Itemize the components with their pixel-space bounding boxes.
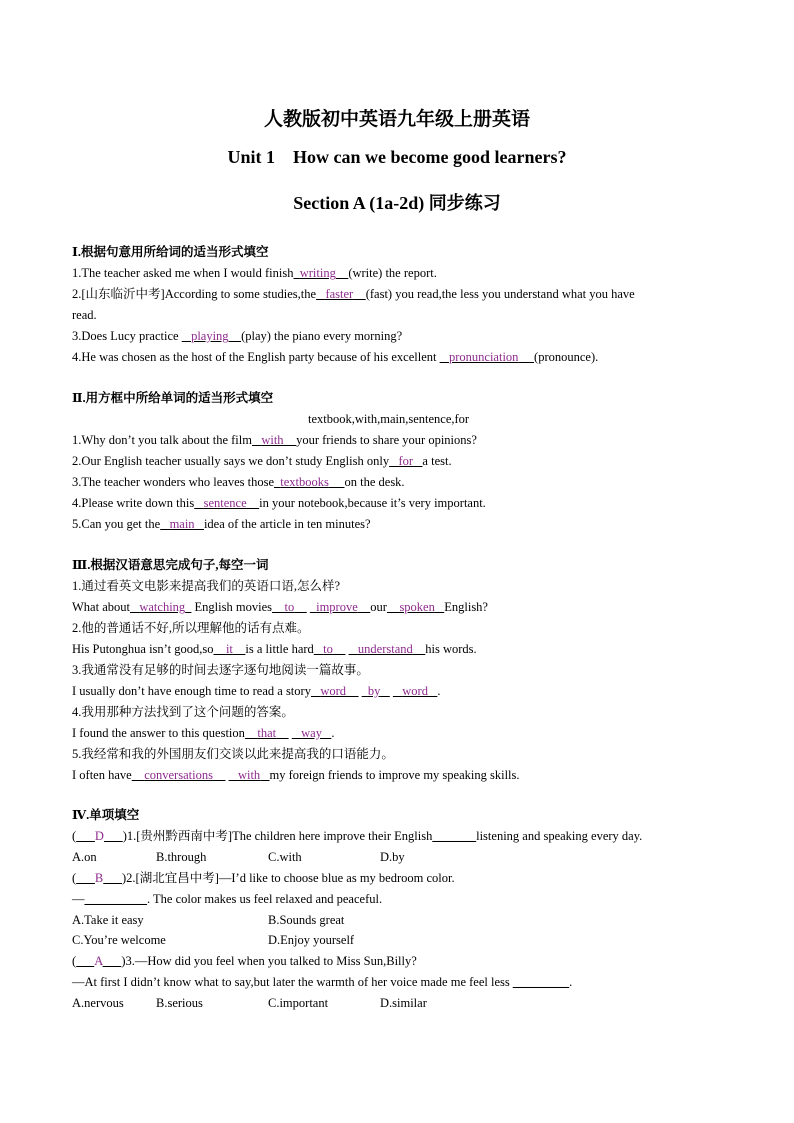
part2-q3: [72, 474, 405, 490]
q-text: is a little hard: [245, 642, 314, 656]
q-text: 3.The teacher wonders who leaves those: [72, 475, 275, 489]
q-text: my foreign friends to improve my speaking skills.: [269, 768, 520, 782]
q-text: English?: [444, 600, 488, 614]
choice-d: D.similar: [380, 996, 427, 1010]
part2-q2: [72, 453, 452, 469]
answer: playing: [191, 329, 229, 343]
answer: it: [225, 642, 233, 656]
q-text: his words.: [425, 642, 477, 656]
part3-q4-cn: 4.我用那种方法找到了这个问题的答案。: [72, 705, 294, 719]
choice-a: A.on: [72, 850, 97, 864]
part3-q5-cn: 5.我经常和我的外国朋友们交谈以此来提高我的口语能力。: [72, 747, 394, 761]
q-text: (pronounce).: [534, 350, 599, 364]
answer: understand: [357, 642, 413, 656]
part4-heading: Ⅳ.单项填空: [72, 808, 140, 822]
answer: to: [284, 600, 295, 614]
answer: with: [237, 768, 261, 782]
part3-q3: [72, 683, 440, 699]
answer: writing: [299, 266, 336, 280]
choice-c: C.You’re welcome: [72, 933, 166, 947]
answer: word: [320, 684, 347, 698]
q-text: on the desk.: [344, 475, 405, 489]
q-text: 5.Can you get the: [72, 517, 161, 531]
q-text: idea of the article in ten minutes?: [203, 517, 371, 531]
answer: with: [261, 433, 284, 447]
answer: for: [398, 454, 414, 468]
choice-b: B.through: [156, 850, 207, 864]
answer: pronunciation: [448, 350, 519, 364]
q-text: .: [569, 975, 573, 989]
part3-q1-cn: 1.通过看英文电影来提高我们的英语口语,怎么样?: [72, 579, 341, 593]
choice-c: C.important: [268, 996, 329, 1010]
q-text: our: [370, 600, 387, 614]
q-text: (play) the piano every morning?: [241, 329, 403, 343]
answer: way: [301, 726, 322, 740]
q-text: I found the answer to this question: [72, 726, 245, 740]
choice-d: D.by: [380, 850, 405, 864]
q-text: . The color makes us feel relaxed and peaceful.: [147, 892, 383, 906]
answer: B: [94, 871, 104, 885]
choice-d: D.Enjoy yourself: [268, 933, 355, 947]
choice-c: C.with: [268, 850, 302, 864]
part4-q3-line2: —At first I didn’t know what to say,but later the warmth of her voice made me feel less _________.: [72, 975, 573, 989]
part1-q2-cont: read.: [72, 308, 97, 322]
answer: conversations: [144, 768, 213, 782]
q-text: I often have: [72, 768, 132, 782]
part3-q2: [72, 641, 477, 657]
unit-title: Unit 1 How can we become good learners?: [227, 147, 567, 167]
answer: textbooks: [280, 475, 329, 489]
part1-q3: [72, 328, 402, 344]
q-text: 2.[山东临沂中考]According to some studies,the: [72, 287, 317, 301]
q-text: your friends to share your opinions?: [296, 433, 477, 447]
section-title: Section A (1a-2d) 同步练习: [293, 193, 501, 213]
answer: main: [169, 517, 195, 531]
choice-a: A.Take it easy: [72, 913, 144, 927]
word-box: textbook,with,main,sentence,for: [308, 412, 470, 426]
part4-q2: [72, 870, 455, 886]
q-text: His Putonghua isn’t good,so: [72, 642, 214, 656]
part1-q4: [72, 349, 598, 365]
part3-q4: [72, 725, 334, 741]
answer: watching: [139, 600, 186, 614]
part3-q2-cn: 2.他的普通话不好,所以理解他的话有点难。: [72, 621, 310, 635]
q-text: (: [72, 954, 77, 968]
answer: D: [94, 829, 104, 843]
part4-q3: [72, 953, 417, 969]
part3-q1: [72, 599, 488, 615]
q-text: 3.Does Lucy practice: [72, 329, 179, 343]
part1-heading: Ⅰ.根据句意用所给词的适当形式填空: [72, 245, 269, 259]
q-text: )2.[湖北宜昌中考]—I’d like to choose blue as my bedroom color.: [122, 871, 455, 885]
q-text: 1.Why don’t you talk about the film: [72, 433, 252, 447]
q-text: .: [437, 684, 441, 698]
answer: by: [367, 684, 381, 698]
answer: word: [402, 684, 428, 698]
answer: that: [257, 726, 277, 740]
page-title: 人教版初中英语九年级上册英语: [263, 109, 530, 130]
q-text: a test.: [422, 454, 452, 468]
q-text: )1.[贵州黔西南中考]The children here improve their English: [122, 829, 433, 843]
answer: faster: [325, 287, 354, 301]
q-text: in your notebook,because it’s very important.: [259, 496, 486, 510]
q-text: English movies: [194, 600, 272, 614]
q-text: (: [72, 871, 77, 885]
part2-q1: [72, 432, 477, 448]
q-text: —: [72, 892, 85, 906]
part4-q2-line2: —__________. The color makes us feel relaxed and peaceful.: [72, 892, 383, 906]
q-text: What about: [72, 600, 130, 614]
part1-q2: [72, 286, 635, 302]
q-text: 4.Please write down this: [72, 496, 195, 510]
part2-heading: Ⅱ.用方框中所给单词的适当形式填空: [72, 391, 274, 405]
q-text: (: [72, 829, 77, 843]
part2-q5: [72, 516, 371, 532]
q-text: I usually don’t have enough time to read a story: [72, 684, 311, 698]
part2-q4: [72, 495, 486, 511]
answer: improve: [316, 600, 358, 614]
answer: to: [323, 642, 333, 656]
q-text: 2.Our English teacher usually says we don’t study English only: [72, 454, 390, 468]
part4-q1: ( D )1.[贵州黔西南中考]The children here improve their English_______listening and speaking every day.: [72, 829, 643, 843]
part3-q5: [72, 767, 520, 783]
q-text: .: [331, 726, 335, 740]
q-text: (fast) you read,the less you understand what you have: [365, 287, 635, 301]
answer: spoken: [399, 600, 435, 614]
part3-q3-cn: 3.我通常没有足够的时间去逐字逐句地阅读一篇故事。: [72, 663, 369, 677]
choice-b: B.serious: [156, 996, 203, 1010]
q-text: 1.The teacher asked me when I would finish: [72, 266, 294, 280]
part3-heading: Ⅲ.根据汉语意思完成句子,每空一词: [72, 558, 269, 572]
choice-b: B.Sounds great: [268, 913, 345, 927]
answer: sentence: [203, 496, 247, 510]
choice-a: A.nervous: [72, 996, 124, 1010]
q-text: —At first I didn’t know what to say,but later the warmth of her voice made me feel less: [72, 975, 510, 989]
q-text: )3.—How did you feel when you talked to Miss Sun,Billy?: [121, 954, 417, 968]
answer: A: [94, 954, 103, 968]
q-text: listening and speaking every day.: [476, 829, 643, 843]
q-text: (write) the report.: [348, 266, 437, 280]
part1-q1: [72, 265, 437, 281]
q-text: 4.He was chosen as the host of the English party because of his excellent: [72, 350, 437, 364]
